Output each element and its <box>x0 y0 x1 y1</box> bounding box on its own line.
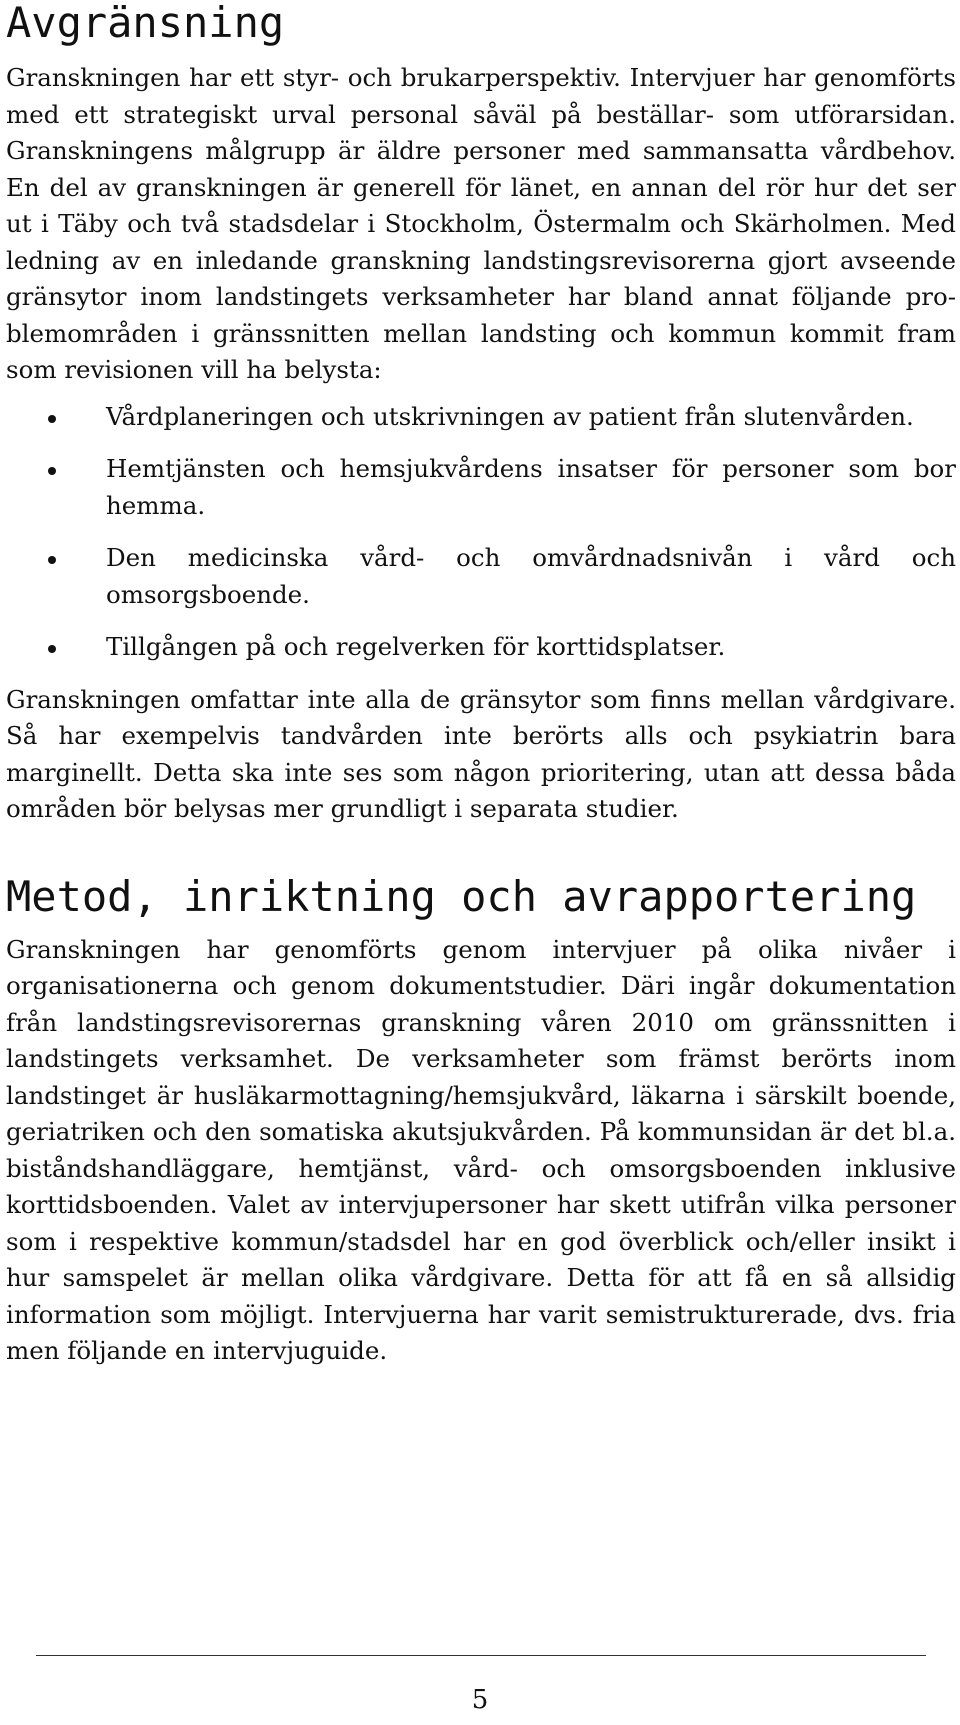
list-item-text: Tillgången på och regelverken för korttidsplatser. <box>106 632 726 661</box>
paragraph-scope: Granskningen omfattar inte alla de gränsytor som finns mellan vårdgivare. Så har exempelvis tandvården inte berörts alls och psykiatrin bara marginellt. Detta ska inte ses som någon prioritering, utan att dessa båda områden bör belysas mer grundligt i separata studier. <box>6 684 956 823</box>
problem-areas-list <box>6 399 956 666</box>
list-item-text: Vårdplaneringen och utskrivningen av patient från slutenvården. <box>106 401 914 431</box>
list-item <box>6 451 956 524</box>
page-number: 5 <box>471 1685 489 1715</box>
section-heading-metod: Metod, inriktning och avrapportering <box>6 871 917 921</box>
list-item <box>6 399 956 436</box>
page-content <box>6 0 956 1370</box>
bullet-icon <box>48 645 56 653</box>
list-item <box>6 540 956 613</box>
paragraph-method: Granskningen har genomförts genom intervjuer på olika nivåer i organisationerna och genom dokumentstudier. Däri ingår dokumentation från landstingsrevisorernas granskning våren 2010 om gränssnitten i landstingets verksamhet. De verksamheter som främst berörts inom landstinget är husläkarmottagning/hemsjukvård, läkarna i särskilt boende, geriatriken och den somatiska akutsjukvården. På kommunsidan är det bl.a. biståndshandläggare, hemtjänst, vård- och omsorgsboenden inklusive korttidsboenden. Valet av intervjupersoner har skett utifrån vilka personer som i respektive kommun/stadsdel har en god överblick och/eller insikt i hur samspelet är mellan olika vårdgivare. Detta för att få en så allsidig information som möjligt. Intervjuerna har varit semistrukturerade, dvs. fria men följande en intervjuguide. <box>6 934 956 1365</box>
list-item <box>6 629 956 666</box>
bullet-icon <box>48 415 56 423</box>
bullet-icon <box>48 556 56 564</box>
paragraph-intro: Granskningen har ett styr- och brukarperspektiv. Intervjuer har genomförts med ett strategiskt urval personal såväl på beställar- som utförarsidan. Granskningens målgrupp är äldre personer med sammansatta vårdbehov. En del av granskningen är generell för länet, en annan del rör hur det ser ut i Täby och två stadsdelar i Stockholm, Östermalm och Skärholmen. Med ledning av en inledande granskning landstingsrevisorerna gjort avseende gränsytor inom landstingets verksamheter har bland annat följande problemområden i gränssnitten mellan landsting och kommun kommit fram som revisionen vill ha belysta: <box>6 63 956 384</box>
footer-divider <box>36 1655 926 1656</box>
list-item-text: Hemtjänsten och hemsjukvårdens insatser för personer som bor hemma. <box>106 454 956 520</box>
bullet-icon <box>48 467 56 475</box>
section-heading-avgransning: Avgränsning <box>6 0 285 47</box>
list-item-text: Den medicinska vård- och omvårdnadsnivån i vård och omsorgsboende. <box>106 543 956 609</box>
